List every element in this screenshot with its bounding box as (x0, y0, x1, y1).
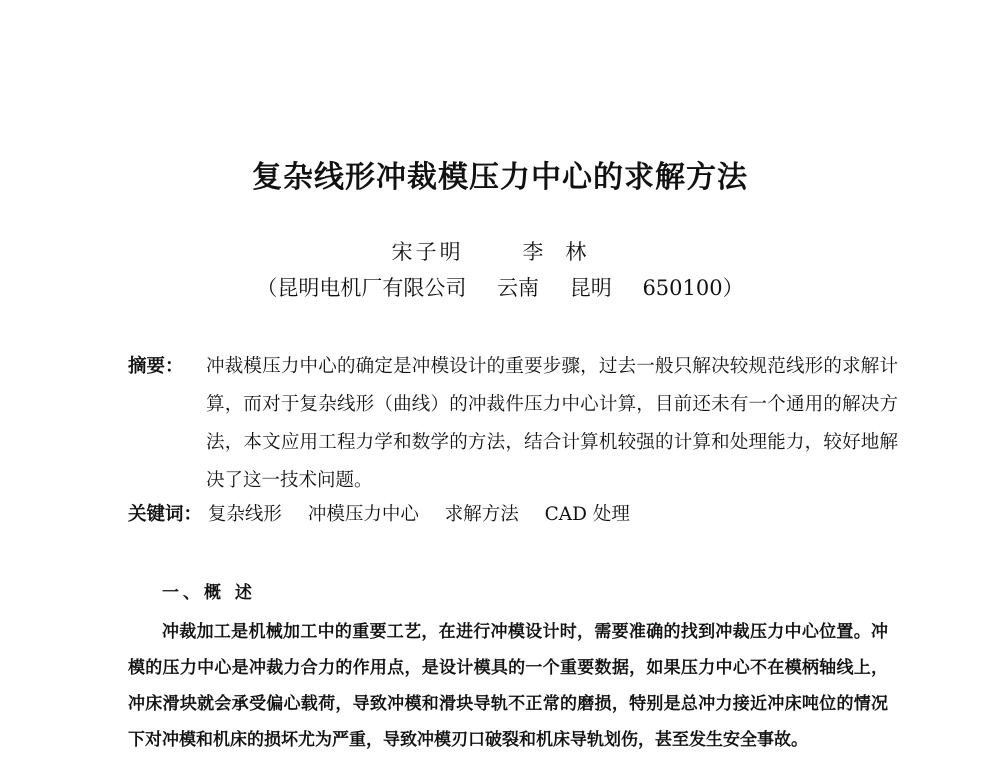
keyword-item: 冲模压力中心 (307, 504, 419, 525)
keywords-label: 关键词： (128, 504, 203, 525)
affiliation-city: 昆明 (569, 276, 612, 300)
affiliation-postcode: 650100） (642, 276, 744, 300)
abstract-block (128, 348, 898, 500)
keywords-line (128, 500, 650, 526)
author-2: 李林 (522, 240, 609, 264)
author-1: 宋子明 (391, 240, 464, 264)
section-heading: 一、概 述 (162, 583, 256, 603)
section-body-paragraph: 冲裁加工是机械加工中的重要工艺，在进行冲模设计时，需要准确的找到冲裁压力中心位置。冲模的压力中心是冲裁力合力的作用点，是设计模具的一个重要数据，如果压力中心不在模柄轴线上，冲床滑块就会承受偏心载荷，导致冲模和滑块导轨不正常的磨损，特别是总冲力接近冲床吨位的情况下对冲模和机床的损坏尤为严重，导致冲模刃口破裂和机床导轨划伤，甚至发生安全事故。 (128, 622, 888, 750)
abstract-text: 冲裁模压力中心的确定是冲模设计的重要步骤，过去一般只解决较规范线形的求解计算，而对于复杂线形（曲线）的冲裁件压力中心计算，目前还未有一个通用的解决方法，本文应用工程力学和数学的方法，结合计算机较强的计算和处理能力，较好地解决了这一技术问题。 (206, 356, 898, 491)
abstract-label: 摘要： (128, 356, 184, 377)
affiliation-province: 云南 (497, 276, 540, 300)
paper-title: 复杂线形冲裁模压力中心的求解方法 (252, 160, 748, 195)
keyword-item: CAD 处理 (544, 504, 630, 525)
affiliation-organization: （昆明电机厂有限公司 (256, 276, 467, 300)
keyword-item: 求解方法 (444, 504, 519, 525)
affiliation-line (0, 272, 1000, 302)
keyword-item: 复杂线形 (207, 504, 282, 525)
author-line (0, 236, 1000, 266)
